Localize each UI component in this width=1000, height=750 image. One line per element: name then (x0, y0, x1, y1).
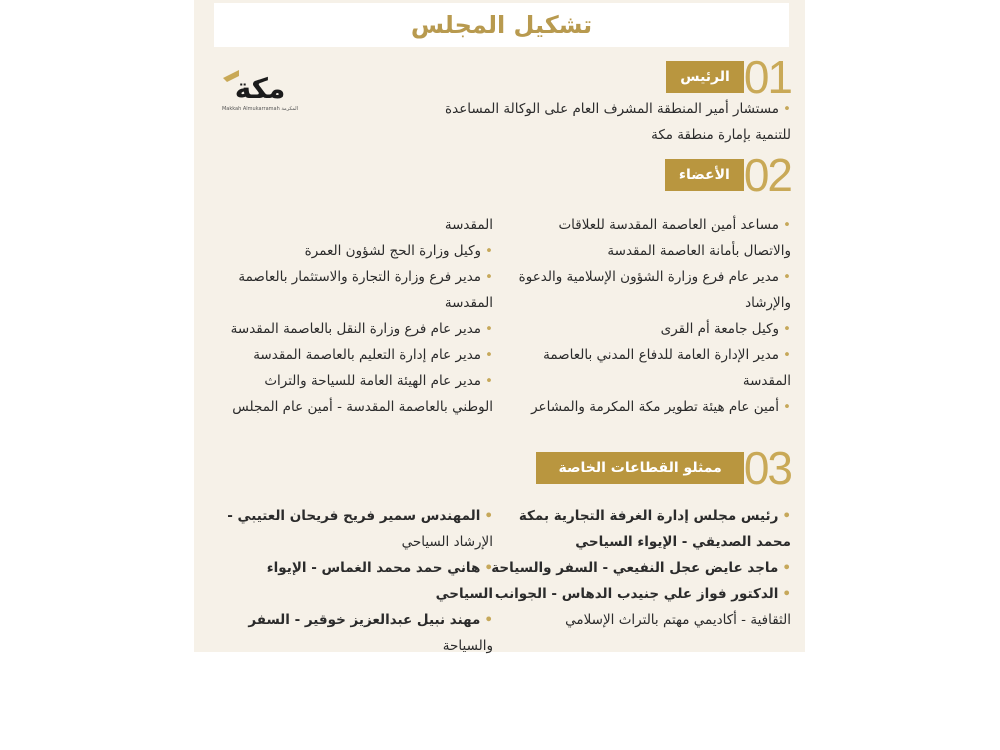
list-item: •مدير فرع وزارة التجارة والاستثمار بالعاصمة (238, 269, 493, 285)
logo-text: مكة (234, 72, 286, 105)
list-item-continuation: المقدسة (444, 217, 493, 233)
list-item-continuation: الوطني بالعاصمة المقدسة - أمين عام المجلس (232, 399, 493, 415)
list-item: •المهندس سمير فريح فريحان العتيبي - (227, 508, 493, 524)
section-private-header (536, 442, 791, 494)
list-item-continuation: والإرشاد (745, 295, 791, 311)
list-item: •رئيس مجلس إدارة الغرفة التجارية بمكة (518, 508, 791, 524)
private-left-column (208, 503, 493, 659)
section-label: الأعضاء (665, 159, 744, 191)
members-left-column (208, 212, 493, 420)
private-right-column (491, 503, 791, 633)
list-item: •مساعد أمين العاصمة المقدسة للعلاقات (558, 217, 791, 233)
president-text (351, 96, 791, 148)
section-number: 02 (743, 149, 791, 201)
page-title: تشكيل المجلس (410, 11, 593, 39)
title-bar (214, 3, 789, 47)
list-item: •ماجد عايض عجل النفيعي - السفر والسياحة (491, 560, 791, 576)
makkah-logo-graphic (217, 68, 303, 113)
list-item-continuation: محمد الصديقي - الإيواء السياحي (575, 534, 791, 550)
list-item-continuation: للتنمية بإمارة منطقة مكة (651, 127, 791, 143)
list-item: •وكيل جامعة أم القرى (660, 321, 791, 337)
members-right-column (491, 212, 791, 420)
list-item: •مدير عام فرع وزارة النقل بالعاصمة المقدسة (230, 321, 493, 337)
list-item: •مستشار أمير المنطقة المشرف العام على الوكالة المساعدة (445, 101, 791, 117)
section-members-header (665, 149, 791, 201)
section-number: 03 (743, 442, 791, 494)
infographic-panel (194, 0, 805, 652)
list-item-continuation: والاتصال بأمانة العاصمة المقدسة (607, 243, 791, 259)
section-president-header (666, 51, 791, 103)
list-item-continuation: الثقافية - أكاديمي مهتم بالتراث الإسلامي (565, 612, 791, 628)
list-item: •الدكتور فواز علي جنيدب الدهاس - الجوانب (494, 586, 791, 602)
makkah-logo (217, 68, 303, 113)
list-item: •وكيل وزارة الحج لشؤون العمرة (304, 243, 493, 259)
section-label: ممثلو القطاعات الخاصة (536, 452, 743, 484)
section-number: 01 (743, 51, 791, 103)
list-item: •أمين عام هيئة تطوير مكة المكرمة والمشاعر (531, 399, 791, 415)
logo-subtitle: Makkah Almukarramah المكرمة (221, 106, 299, 112)
list-item-continuation: الإرشاد السياحي (401, 534, 493, 550)
list-item: •مدير الإدارة العامة للدفاع المدني بالعاصمة (543, 347, 791, 363)
list-item-continuation: المقدسة (742, 373, 791, 389)
list-item: •هاني حمد محمد الغماس - الإيواء السياحي (266, 560, 493, 602)
list-item-continuation: والسياحة (442, 638, 493, 654)
list-item: •مدير عام الهيئة العامة للسياحة والتراث (264, 373, 493, 389)
list-item-continuation: المقدسة (444, 295, 493, 311)
list-item: •مدير عام إدارة التعليم بالعاصمة المقدسة (253, 347, 493, 363)
section-label: الرئيس (666, 61, 744, 93)
list-item: •مدير عام فرع وزارة الشؤون الإسلامية والدعوة (518, 269, 791, 285)
list-item: •مهند نبيل عبدالعزيز خوقير - السفر (248, 612, 493, 628)
